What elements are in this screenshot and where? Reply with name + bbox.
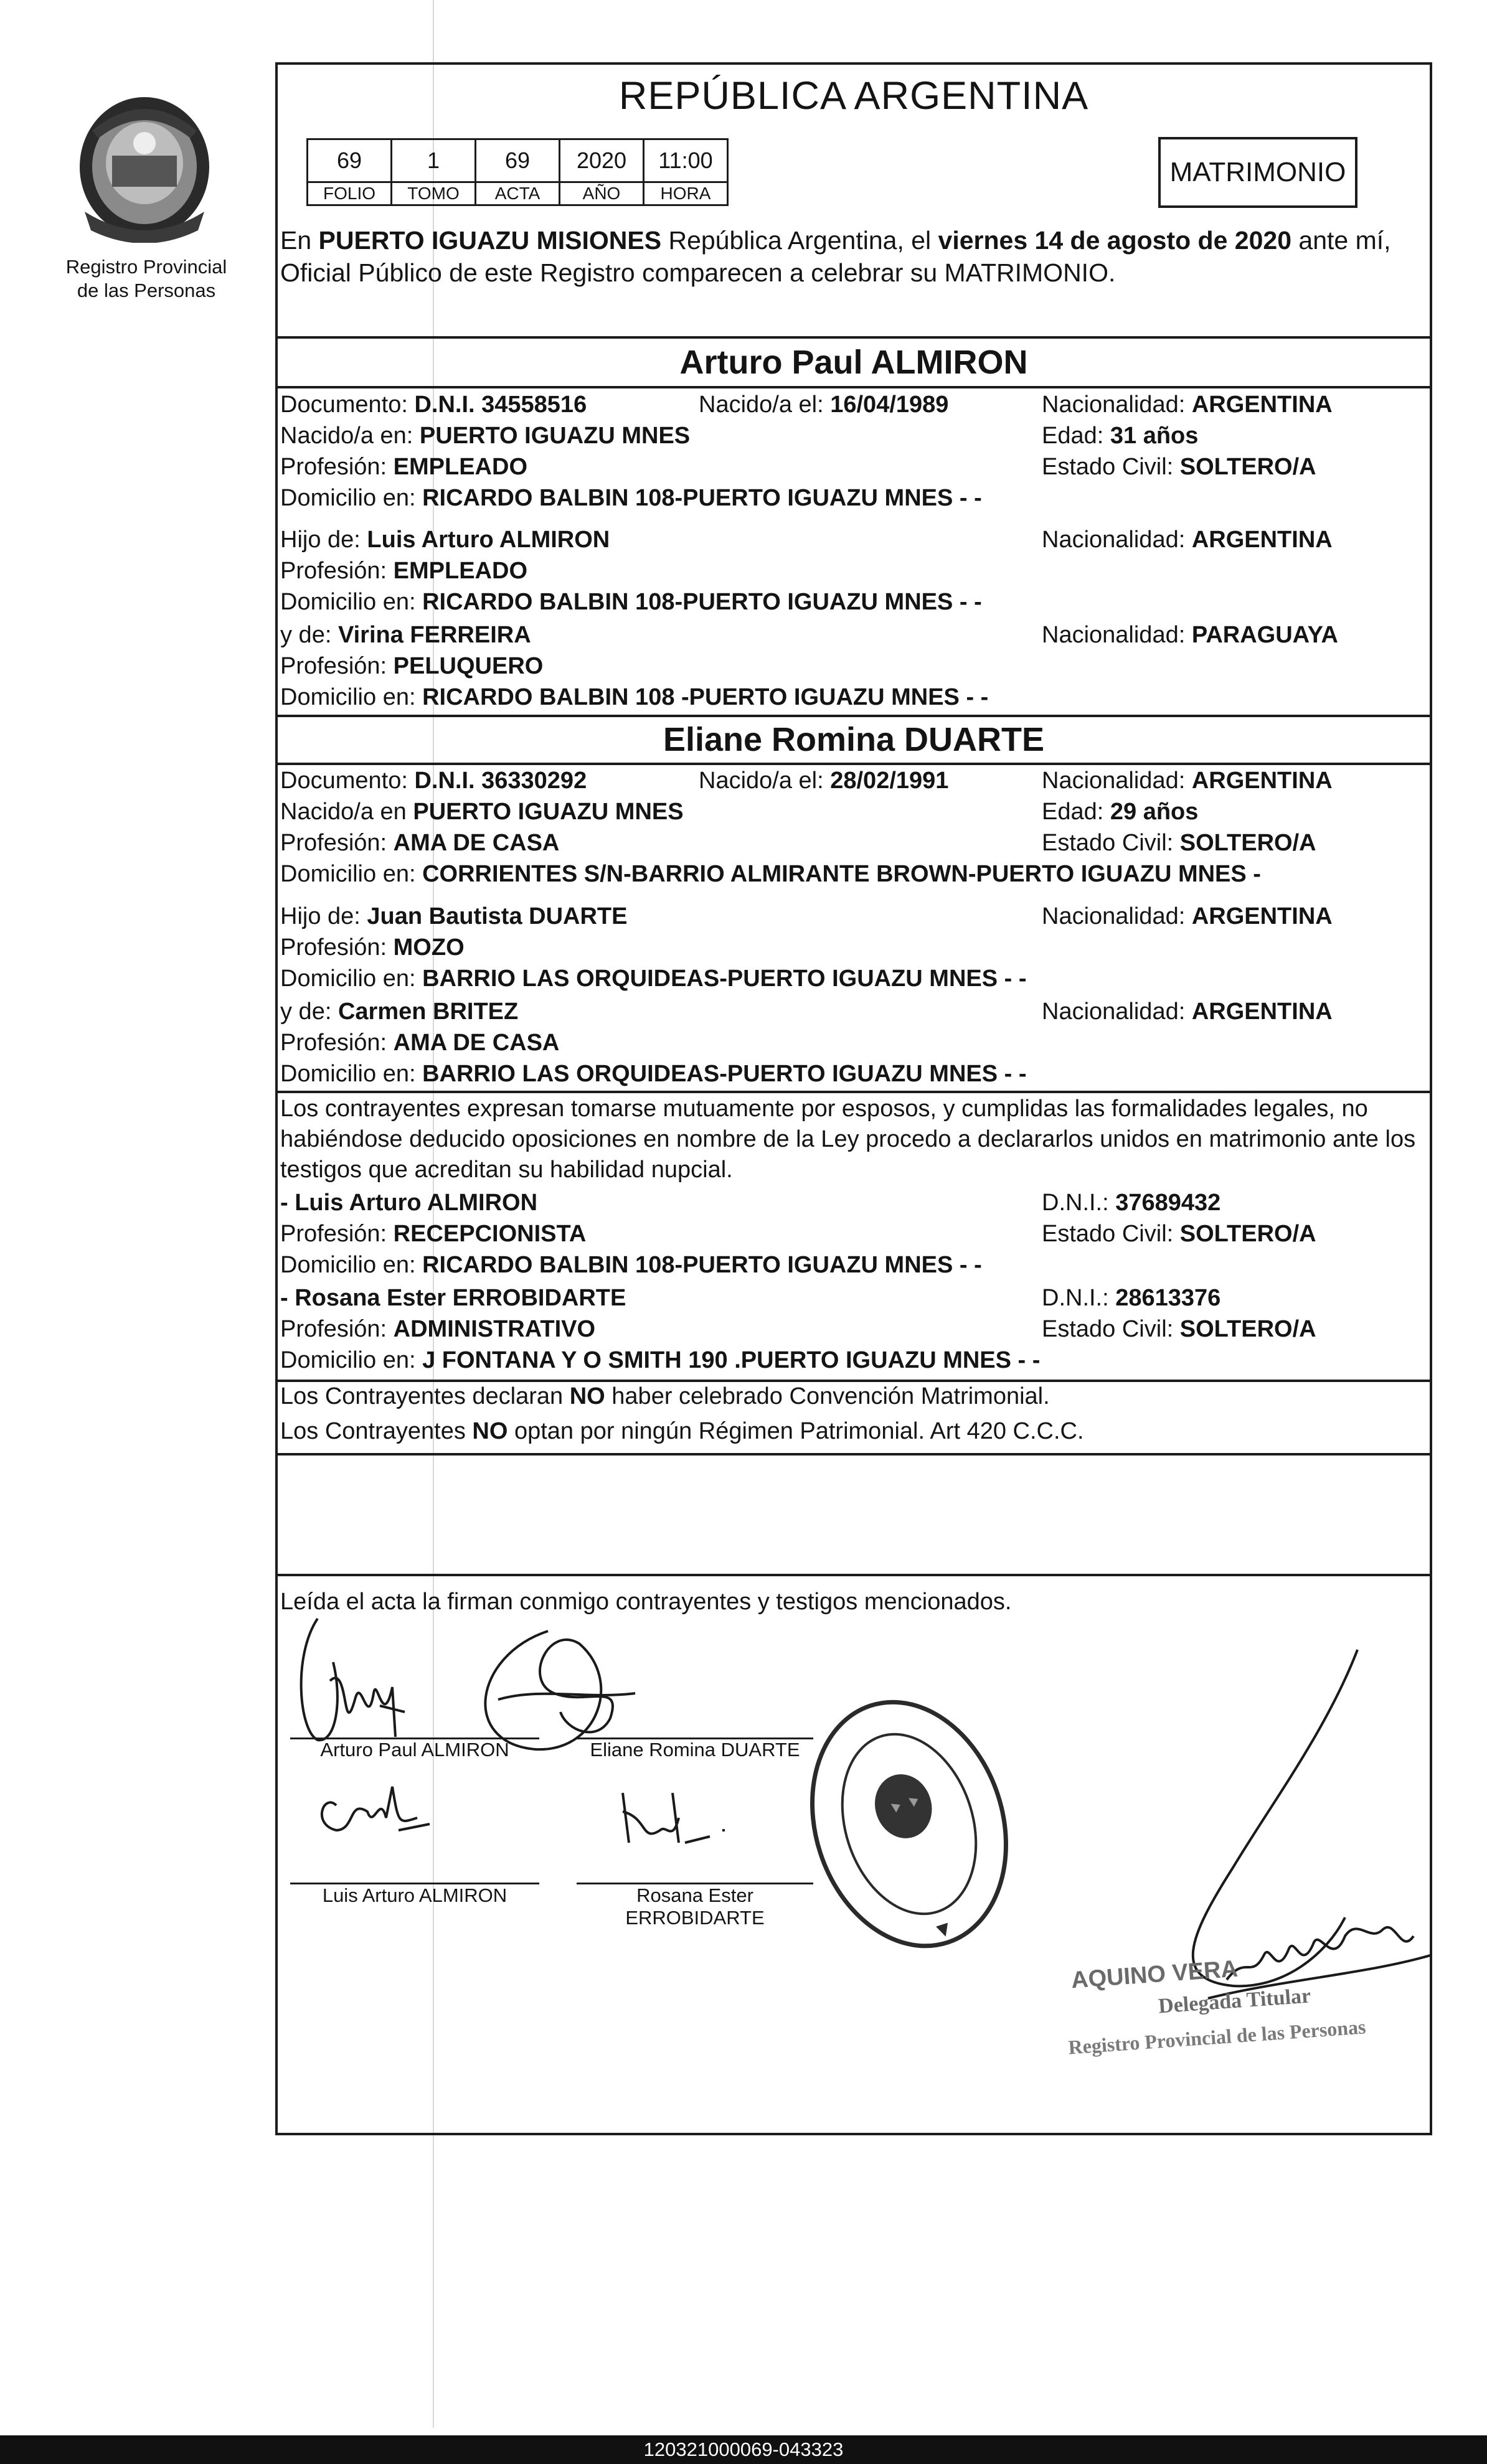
label: Profesión: [280,934,394,961]
bride-father [280,903,627,930]
label: D.N.I.: [1042,1190,1116,1216]
value: MOZO [393,934,465,961]
bride-civil-status [1042,829,1316,857]
anio-label: AÑO [560,182,644,205]
folio-value: 69 [308,139,392,182]
groom-age [1042,422,1198,449]
label: Profesión: [280,1221,394,1247]
value: RICARDO BALBIN 108-PUERTO IGUAZU MNES - - [422,485,982,511]
label: Domicilio en: [280,1347,423,1373]
closing-statement: Leída el acta la firman conmigo contrayentes y testigos mencionados. [280,1589,1012,1615]
separator [275,1453,1432,1455]
tomo-value: 1 [392,139,476,182]
document-footer-code: 120321000069-043323 [0,2435,1487,2464]
label: Nacionalidad: [1042,999,1192,1025]
groom-birthdate [699,391,948,418]
witness1-signature-caption: Luis Arturo ALMIRON [322,1884,507,1906]
bride-address [280,860,1261,888]
label: Profesión: [280,1030,394,1056]
intro-text: En [280,226,319,255]
emphasis: NO [472,1418,508,1444]
label: Hijo de: [280,903,367,929]
label: Domicilio en: [280,485,423,511]
witness2-name: - Rosana Ester ERROBIDARTE [280,1285,626,1311]
province-seal-logo [73,93,215,243]
bride-mother-nationality [1042,998,1333,1025]
value: ARGENTINA [1191,527,1333,553]
groom-name: Arturo Paul ALMIRON [679,344,1028,381]
label: Nacionalidad: [1042,768,1192,794]
bride-mother-address [280,1060,1027,1088]
separator [275,715,1432,717]
separator [275,386,1432,388]
regime-statement [280,1418,1084,1445]
value: 37689432 [1115,1190,1221,1216]
value: 29 años [1110,799,1199,825]
separator [275,1380,1432,1382]
bride-father-address [280,965,1027,992]
label: Profesión: [280,558,394,584]
bride-father-nationality [1042,903,1333,930]
bride-profession [280,829,559,857]
groom-father-profession [280,557,527,585]
groom-birthplace [280,422,690,449]
witness2-civil-status [1042,1315,1316,1343]
intro-text: República Argentina, el [661,226,938,255]
groom-signature-caption: Arturo Paul ALMIRON [320,1739,509,1761]
label: Hijo de: [280,527,367,553]
value: SOLTERO/A [1179,454,1316,480]
bride-mother [280,998,518,1025]
label: Domicilio en: [280,966,423,992]
value: ADMINISTRATIVO [393,1316,596,1342]
value: D.N.I. 34558516 [414,392,587,418]
label: Profesión: [280,454,394,480]
value: D.N.I. 36330292 [414,768,587,794]
logo-caption [50,255,243,303]
label: y de: [280,999,338,1025]
label: Domicilio en: [280,684,423,710]
label: Estado Civil: [1042,1221,1180,1247]
witness2-caption-line1: Rosana Ester [636,1884,753,1906]
witness1-profession [280,1220,586,1248]
label: Nacido/a en: [280,423,420,449]
bride-age [1042,798,1198,825]
bride-birthdate [699,767,948,794]
witness1-dni [1042,1189,1220,1216]
bride-birthplace [280,798,684,825]
value: PELUQUERO [393,653,544,679]
value: 28613376 [1115,1285,1221,1311]
groom-civil-status [1042,453,1316,481]
official-title: Delegada Titular [1157,1984,1312,2018]
label: Edad: [1042,799,1110,825]
registry-stamp-icon [797,1681,1021,1967]
value: EMPLEADO [393,558,528,584]
official-name: AQUINO VERA [1070,1955,1239,1994]
record-type-box: MATRIMONIO [1158,137,1357,208]
value: ARGENTINA [1191,999,1333,1025]
witness2-caption-line2: ERROBIDARTE [625,1907,765,1929]
label: Documento: [280,392,415,418]
value: PARAGUAYA [1191,622,1338,648]
label: Nacionalidad: [1042,527,1192,553]
value: PUERTO IGUAZU MNES [413,799,684,825]
value: BARRIO LAS ORQUIDEAS-PUERTO IGUAZU MNES - - [422,1061,1027,1087]
document-title: REPÚBLICA ARGENTINA [618,74,1089,118]
label: Estado Civil: [1042,830,1180,856]
groom-profession [280,453,527,481]
groom-mother-address [280,684,988,711]
value: Virina FERREIRA [338,622,531,648]
groom-address [280,484,982,512]
groom-document [280,391,587,418]
value: Juan Bautista DUARTE [367,903,628,929]
label: Profesión: [280,653,394,679]
text: haber celebrado Convención Matrimonial. [605,1383,1050,1409]
label: D.N.I.: [1042,1285,1116,1311]
text: Los Contrayentes [280,1418,473,1444]
value: 16/04/1989 [830,392,949,418]
witness2-dni [1042,1284,1220,1312]
label: Estado Civil: [1042,454,1180,480]
groom-nationality [1042,391,1333,418]
bride-name: Eliane Romina DUARTE [663,721,1045,758]
value: PUERTO IGUAZU MNES [419,423,691,449]
value: BARRIO LAS ORQUIDEAS-PUERTO IGUAZU MNES - - [422,966,1027,992]
value: ARGENTINA [1191,392,1333,418]
value: SOLTERO/A [1179,1316,1316,1342]
declaration-paragraph: Los contrayentes expresan tomarse mutuamente por esposos, y cumplidas las formalidades legales, no habiéndose deducido oposiciones en nombre de la Ley procedo a declararlos unidos en matrimonio ante los testigos que acreditan su habilidad nupcial. [280,1096,1416,1183]
text: Los Contrayentes declaran [280,1383,570,1409]
witness1-name: - Luis Arturo ALMIRON [280,1190,538,1216]
acta-label: ACTA [476,182,560,205]
record-header-table [306,138,729,206]
label: Nacionalidad: [1042,903,1192,929]
label: Nacionalidad: [1042,392,1192,418]
bride-signature-caption: Eliane Romina DUARTE [590,1739,800,1761]
text: optan por ningún Régimen Patrimonial. Art 420 C.C.C. [507,1418,1084,1444]
value: AMA DE CASA [393,830,560,856]
label: Nacido/a el: [699,768,831,794]
separator [275,336,1432,339]
value: RICARDO BALBIN 108-PUERTO IGUAZU MNES - - [422,1252,982,1278]
value: Carmen BRITEZ [338,999,519,1025]
value: SOLTERO/A [1179,830,1316,856]
value: CORRIENTES S/N-BARRIO ALMIRANTE BROWN-PUERTO IGUAZU MNES - [422,861,1261,887]
witness2-address [280,1347,1040,1374]
bride-nationality [1042,767,1333,794]
groom-father-nationality [1042,526,1333,553]
groom-mother [280,621,531,649]
acta-value: 69 [476,139,560,182]
value: 31 años [1110,423,1199,449]
bride-document [280,767,587,794]
emphasis: NO [569,1383,605,1409]
value: RICARDO BALBIN 108-PUERTO IGUAZU MNES - - [422,589,982,615]
witness2-signature-caption [577,1884,813,1929]
value: AMA DE CASA [393,1030,560,1056]
value: RECEPCIONISTA [393,1221,587,1247]
intro-text: ante mí, Oficial Público de este Registro comparecen a celebrar su MATRIMONIO. [280,226,1391,287]
hora-value: 11:00 [644,139,728,182]
convention-statement [280,1383,1050,1410]
intro-date: viernes 14 de agosto de 2020 [938,226,1292,255]
label: Nacido/a en [280,799,413,825]
label: Nacido/a el: [699,392,831,418]
groom-mother-profession [280,652,543,680]
groom-mother-nationality [1042,621,1338,649]
value: Luis Arturo ALMIRON [367,527,610,553]
hora-label: HORA [644,182,728,205]
value: SOLTERO/A [1179,1221,1316,1247]
official-office: Registro Provincial de las Personas [1067,2015,1367,2059]
label: Domicilio en: [280,1252,423,1278]
logo-caption-line1: Registro Provincial [65,256,227,278]
value: ARGENTINA [1191,903,1333,929]
witness2-profession [280,1315,595,1343]
label: Domicilio en: [280,1061,423,1087]
intro-paragraph [280,224,1426,289]
intro-place: PUERTO IGUAZU MISIONES [318,226,662,255]
label: Domicilio en: [280,861,423,887]
value: 28/02/1991 [830,768,949,794]
separator [275,1091,1432,1093]
label: y de: [280,622,338,648]
label: Profesión: [280,830,394,856]
tomo-label: TOMO [392,182,476,205]
label: Edad: [1042,423,1110,449]
separator [275,1574,1432,1576]
label: Documento: [280,768,415,794]
witness1-address [280,1251,982,1279]
logo-caption-line2: de las Personas [77,280,216,301]
label: Estado Civil: [1042,1316,1180,1342]
label: Profesión: [280,1316,394,1342]
groom-father [280,526,610,553]
value: RICARDO BALBIN 108 -PUERTO IGUAZU MNES - - [422,684,989,710]
value: J FONTANA Y O SMITH 190 .PUERTO IGUAZU MNES - - [422,1347,1041,1373]
value: EMPLEADO [393,454,528,480]
bride-father-profession [280,934,465,961]
label: Domicilio en: [280,589,423,615]
value: ARGENTINA [1191,768,1333,794]
folio-label: FOLIO [308,182,392,205]
witness1-civil-status [1042,1220,1316,1248]
groom-father-address [280,588,982,616]
label: Nacionalidad: [1042,622,1192,648]
anio-value: 2020 [560,139,644,182]
separator [275,763,1432,765]
bride-mother-profession [280,1029,559,1056]
